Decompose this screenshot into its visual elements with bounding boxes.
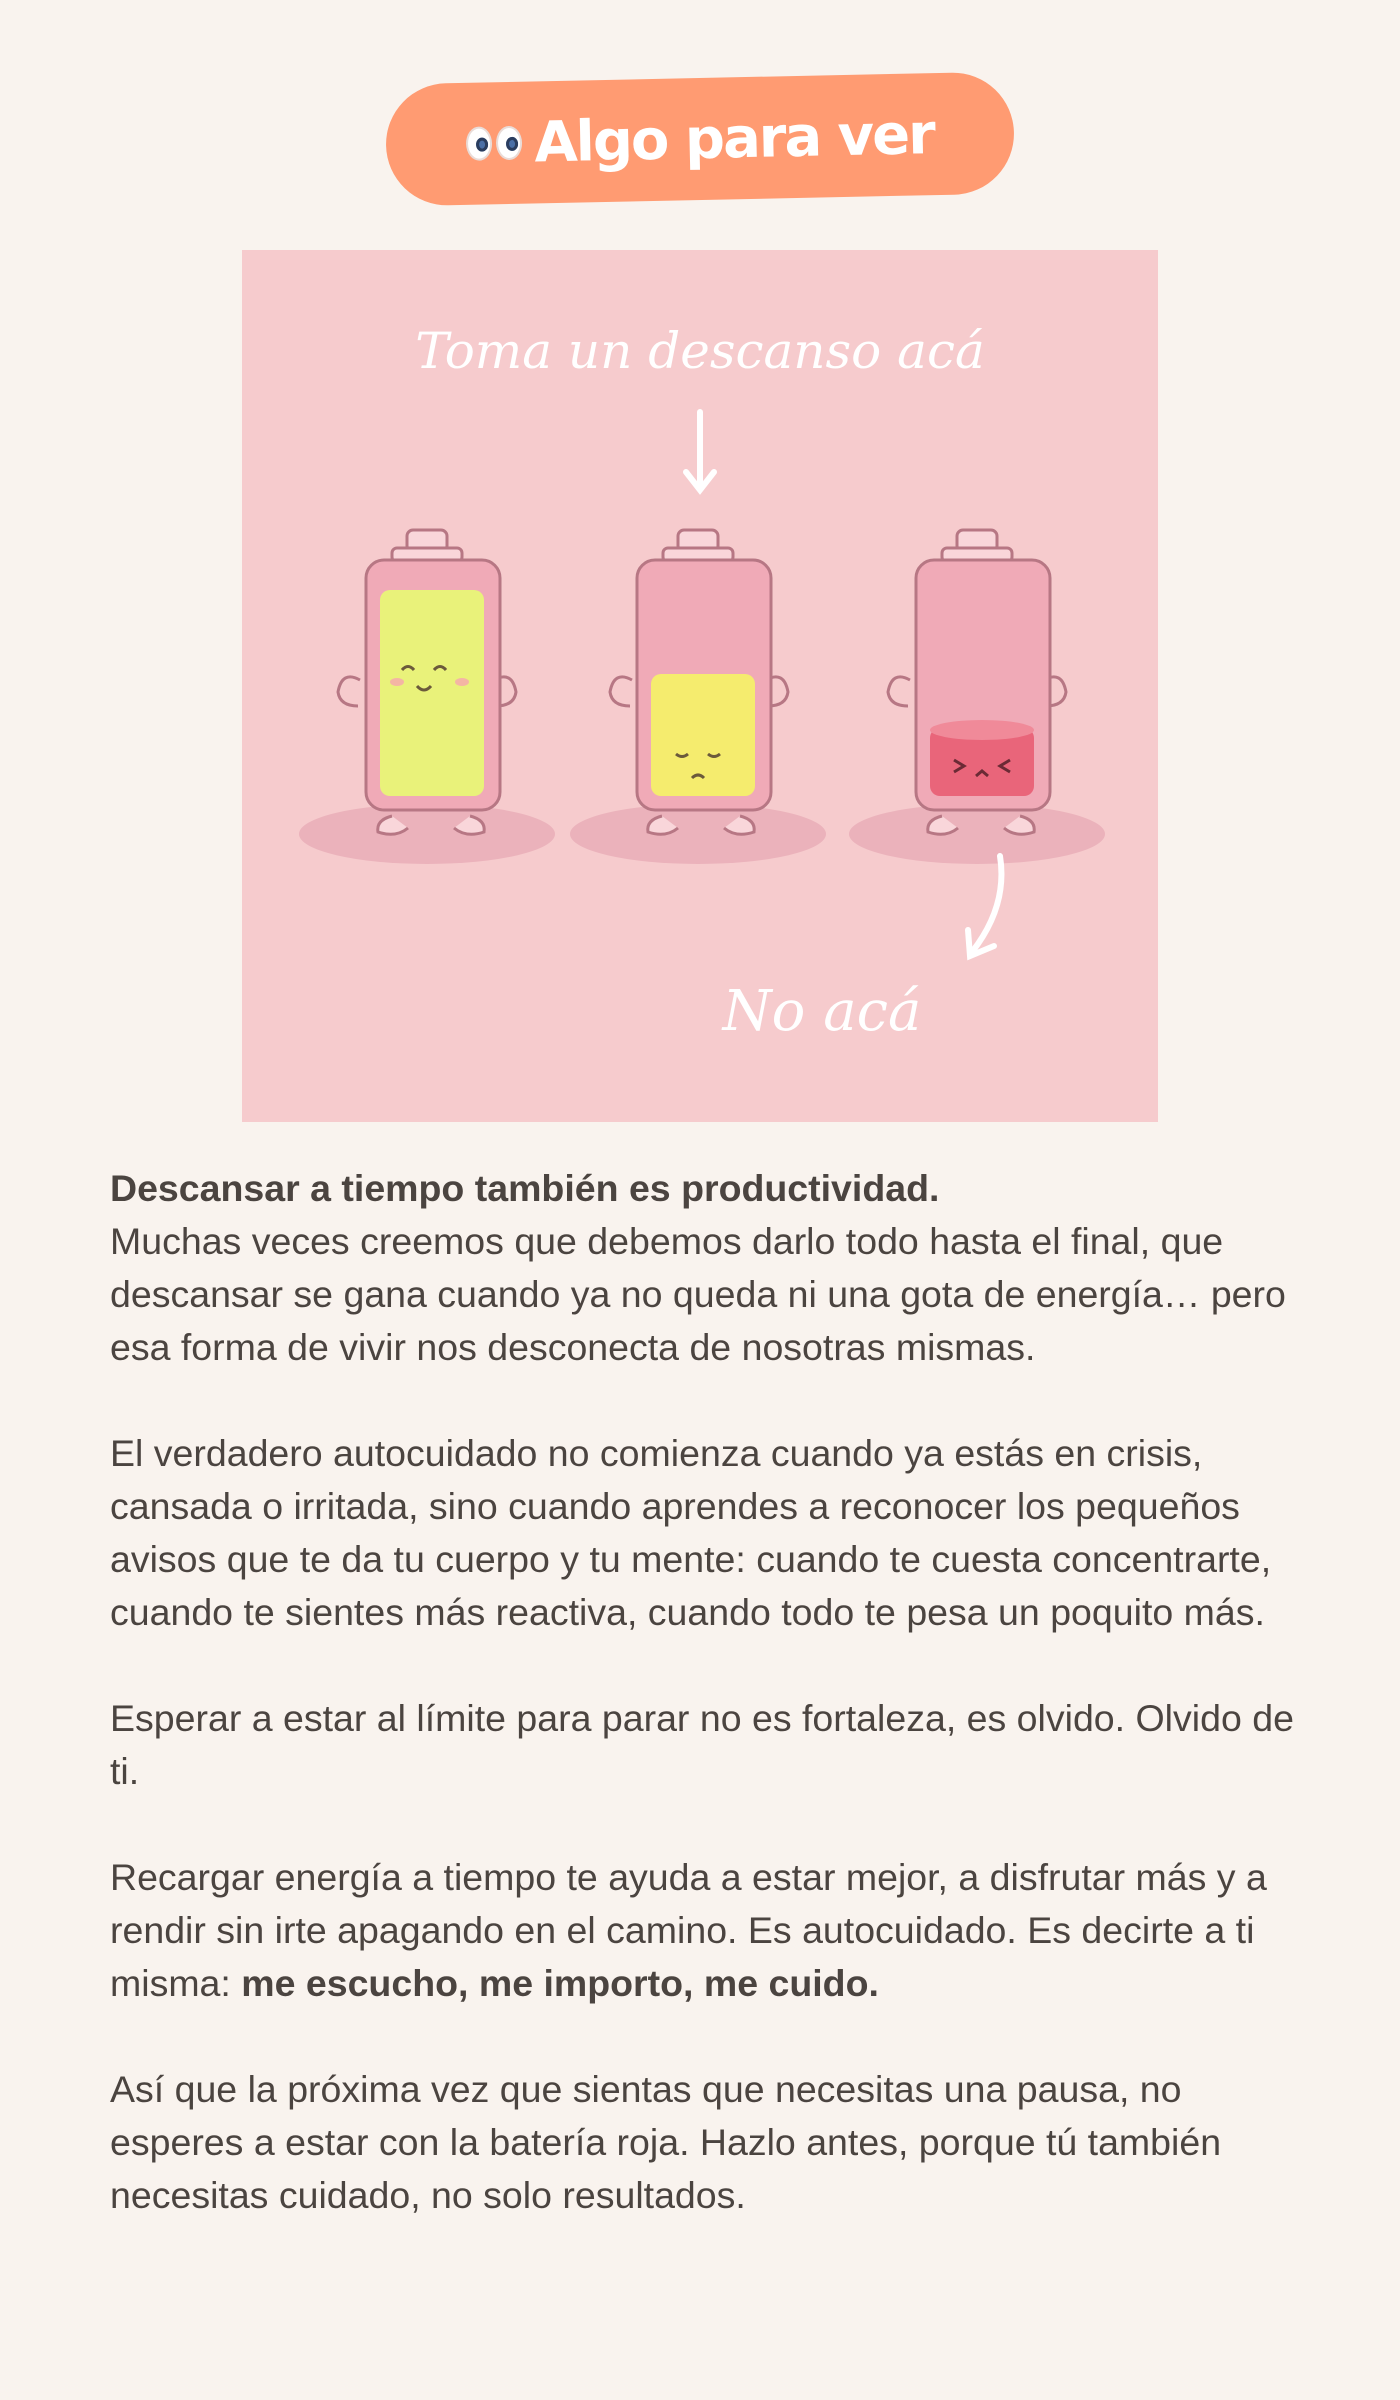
lead-sentence: Descansar a tiempo también es productividad. (110, 1167, 940, 1209)
top-caption: Toma un descanso acá (415, 322, 985, 380)
affirmation-bold: me escucho, me importo, me cuido. (241, 1962, 879, 2004)
battery-low (888, 530, 1066, 834)
paragraph-intro (110, 1162, 1300, 1374)
paragraph-affirmation (110, 1851, 1300, 2010)
paragraph-closing: Así que la próxima vez que sientas que necesitas una pausa, no esperes a estar con la batería roja. Hazlo antes, porque tú también necesitas cuidado, no solo resultados. (110, 2068, 1222, 2216)
article-body (110, 1162, 1300, 2275)
section-badge (385, 71, 1015, 206)
bottom-caption: No acá (722, 979, 922, 1044)
eyes-icon (466, 126, 523, 161)
battery-full (338, 530, 516, 834)
paragraph-text: Muchas veces creemos que debemos darlo todo hasta el final, que descansar se gana cuando ya no queda ni una gota de energía… pero esa forma de vivir nos desconecta de nosotras mismas. (110, 1220, 1286, 1368)
paragraph: Esperar a estar al límite para parar no es fortaleza, es olvido. Olvido de ti. (110, 1697, 1294, 1792)
battery-half (610, 530, 788, 834)
paragraph-text: Recargar energía a tiempo te ayuda a estar mejor, a disfrutar más y a rendir sin irte apagando en el camino. Es autocuidado. Es decirte a ti misma: (110, 1856, 1267, 2004)
paragraph: El verdadero autocuidado no comienza cuando ya estás en crisis, cansada o irritada, sino cuando aprendes a reconocer los pequeños avisos que te da tu cuerpo y tu mente: cuando te cuesta concentrarte, cuando te sientes más reactiva, cuando todo te pesa un poquito más. (110, 1432, 1272, 1633)
badge-title: Algo para ver (533, 101, 935, 175)
battery-illustration (242, 250, 1158, 1122)
